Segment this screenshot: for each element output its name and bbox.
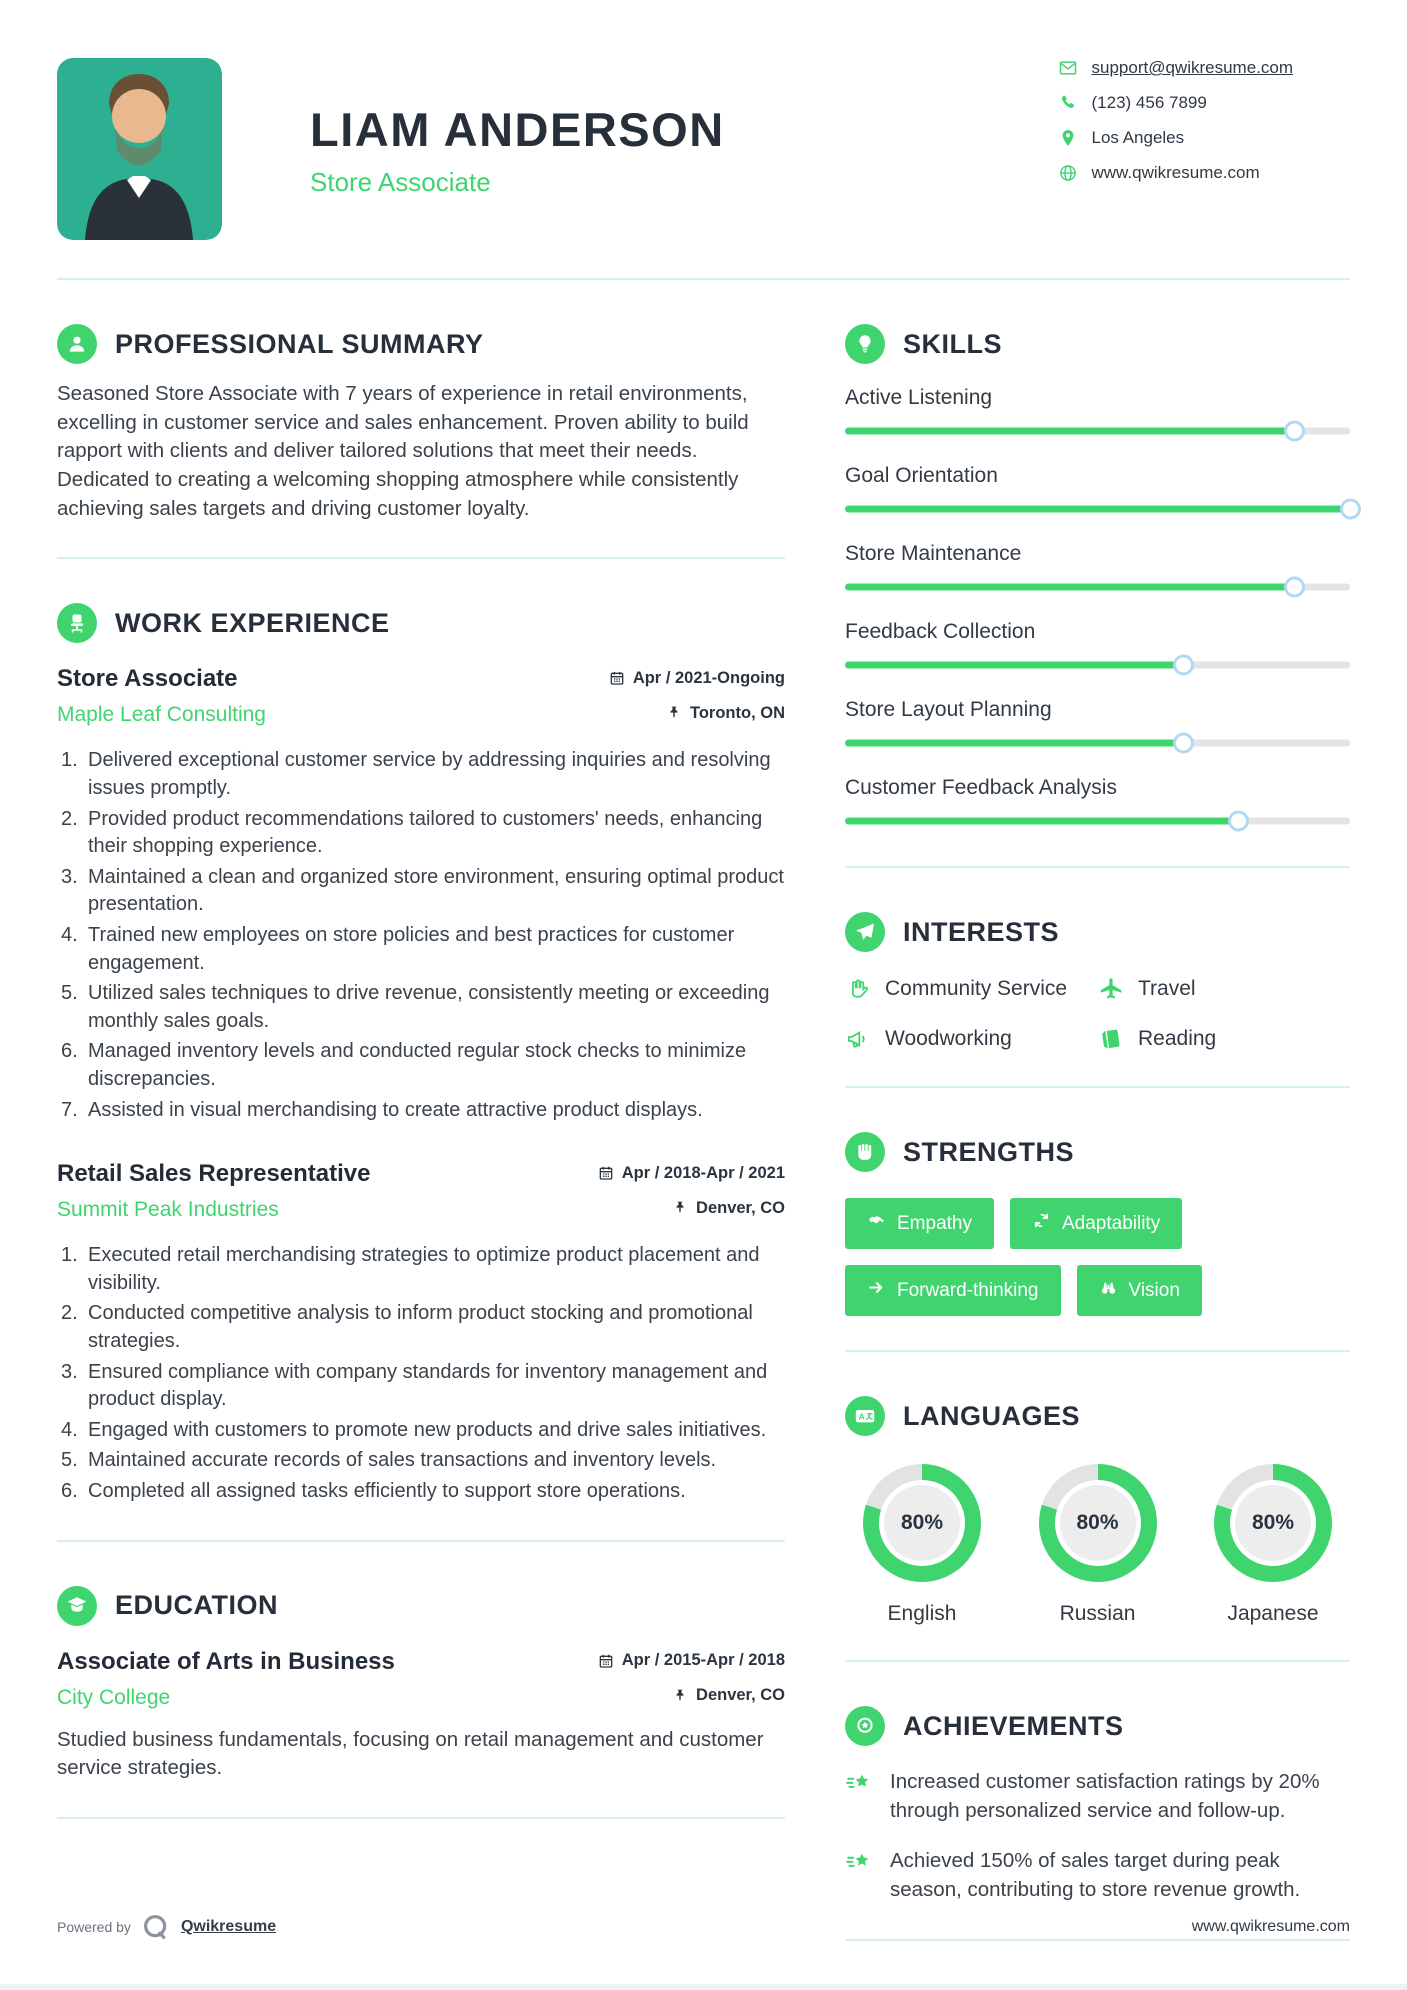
plane-icon: [1098, 976, 1124, 1002]
binoculars-icon: [1099, 1278, 1118, 1303]
skill-slider[interactable]: [845, 810, 1350, 832]
interests-divider: [845, 1086, 1350, 1088]
left-column: [57, 280, 785, 1819]
person-name: LIAM ANDERSON: [310, 103, 725, 156]
job-company-row: [57, 1188, 785, 1222]
work-divider: [57, 1540, 785, 1542]
contact-location: [1058, 128, 1294, 148]
job-location-text: Denver, CO: [696, 1198, 785, 1217]
language-item: [1023, 1464, 1173, 1626]
education-text: Studied business fundamentals, focusing on retail management and customer service strategies.: [57, 1727, 764, 1780]
job-entry: [57, 1160, 785, 1505]
qwikresume-logo-icon: [141, 1912, 171, 1942]
interests-heading: INTERESTS: [903, 916, 1060, 947]
profile-photo: [57, 58, 222, 240]
job-dates-text: Apr / 2021-Ongoing: [632, 668, 785, 687]
office-chair-icon: [57, 603, 97, 643]
job-dates: [598, 1164, 785, 1183]
job-location-text: Toronto, ON: [689, 703, 785, 722]
strengths-section-head: [845, 1132, 1350, 1172]
pushpin-icon: [666, 705, 682, 721]
job-bullet: Utilized sales techniques to drive revenue, consistently meeting or exceeding monthly sales goals.: [88, 982, 770, 1032]
pushpin-icon: [672, 1200, 688, 1216]
right-column: [845, 280, 1350, 1941]
achievement-text: Increased customer satisfaction ratings by 20% through personalized service and follow-up.: [890, 1770, 1320, 1822]
education-location-text: Denver, CO: [696, 1686, 785, 1704]
interest-item: [1098, 1026, 1350, 1052]
education-divider: [57, 1817, 785, 1819]
education-section-head: [57, 1586, 785, 1626]
degree-text: Associate of Arts in Business: [57, 1647, 395, 1675]
slider-knob[interactable]: [1284, 577, 1305, 598]
achievement-text: Achieved 150% of sales target during peak season, contributing to store revenue growth.: [890, 1849, 1301, 1902]
slider-knob[interactable]: [1173, 655, 1194, 676]
education-location: [672, 1686, 785, 1705]
contact-list: [1058, 58, 1294, 183]
skill-item: [845, 464, 1350, 520]
phone-icon: [1058, 93, 1078, 113]
lightbulb-icon: [845, 324, 885, 364]
interest-label: Community Service: [885, 977, 1068, 1000]
job-bullet: Managed inventory levels and conducted regular stock checks to minimize discrepancies.: [88, 1040, 747, 1090]
contact-email[interactable]: [1058, 58, 1294, 78]
person-icon: [57, 324, 97, 364]
strength-chip-vision[interactable]: [1077, 1265, 1202, 1316]
language-label: English: [887, 1602, 957, 1625]
location-icon: [1058, 128, 1078, 148]
job-location: [666, 704, 785, 723]
language-donut: [863, 1464, 981, 1582]
refresh-icon: [1032, 1211, 1051, 1236]
education-heading: EDUCATION: [115, 1590, 278, 1620]
language-percent: 80%: [1235, 1485, 1311, 1561]
job-bullet: Engaged with customers to promote new products and drive sales initiatives.: [88, 1418, 767, 1441]
book-icon: [1098, 1026, 1124, 1052]
skill-item: [845, 620, 1350, 676]
contact-website-text: www.qwikresume.com: [1091, 163, 1260, 182]
summary-heading: PROFESSIONAL SUMMARY: [115, 328, 484, 359]
job-bullet-list: [57, 1242, 785, 1505]
skills-heading: SKILLS: [903, 328, 1003, 359]
job-bullet: Trained new employees on store policies and best practices for customer engagement.: [88, 924, 735, 974]
strength-label: Vision: [1128, 1279, 1180, 1301]
language-item: [847, 1464, 997, 1626]
job-dates-text: Apr / 2018-Apr / 2021: [621, 1163, 785, 1182]
job-company-row: [57, 693, 785, 727]
shooting-star-icon: [845, 1849, 873, 1877]
interest-label: Travel: [1138, 977, 1196, 1000]
skill-item: [845, 698, 1350, 754]
skill-label: Customer Feedback Analysis: [845, 776, 1117, 799]
skill-item: [845, 386, 1350, 442]
language-donut: [1039, 1464, 1157, 1582]
hand-icon: [845, 976, 871, 1002]
strengths-divider: [845, 1350, 1350, 1352]
skill-label: Feedback Collection: [845, 620, 1036, 643]
interest-label: Woodworking: [885, 1027, 1012, 1050]
achievements-heading: ACHIEVEMENTS: [903, 1710, 1124, 1741]
skill-label: Store Layout Planning: [845, 698, 1052, 721]
achievement-item: [845, 1847, 1350, 1904]
interest-item: [845, 976, 1098, 1002]
job-bullet: Assisted in visual merchandising to create attractive product displays.: [88, 1098, 703, 1121]
identity: [310, 102, 725, 198]
strength-label: Adaptability: [1061, 1212, 1161, 1234]
slider-knob[interactable]: [1284, 421, 1305, 442]
header: [57, 0, 1350, 240]
languages-section-head: [845, 1396, 1350, 1436]
skill-slider[interactable]: [845, 654, 1350, 676]
job-dates: [609, 669, 785, 688]
slider-knob[interactable]: [1228, 811, 1249, 832]
strengths-heading: STRENGTHS: [903, 1136, 1075, 1167]
powered-by: [57, 1912, 276, 1942]
job-bullet: Completed all assigned tasks efficiently to support store operations.: [88, 1479, 686, 1502]
job-title-text: Store Associate: [57, 665, 238, 693]
skill-slider[interactable]: [845, 420, 1350, 442]
interest-item: [1098, 976, 1350, 1002]
translate-icon: [845, 1396, 885, 1436]
skill-label: Goal Orientation: [845, 464, 998, 487]
calendar-icon: [598, 1165, 614, 1181]
job-title-row: [57, 1160, 785, 1188]
calendar-icon: [598, 1653, 614, 1669]
arrow-right-icon: [867, 1278, 886, 1303]
company-name: Summit Peak Industries: [57, 1198, 279, 1222]
svg-text:A: A: [858, 1411, 865, 1422]
strength-chip-adaptability[interactable]: [1010, 1198, 1182, 1249]
education-dates: [598, 1651, 785, 1670]
interest-item: [845, 1026, 1098, 1052]
language-percent: 80%: [884, 1485, 960, 1561]
slider-knob[interactable]: [1173, 733, 1194, 754]
language-label: Russian: [1059, 1602, 1136, 1625]
qwikresume-link[interactable]: Qwikresume: [180, 1918, 277, 1935]
work-section-head: [57, 603, 785, 643]
summary-section-head: [57, 324, 785, 364]
fist-icon: [845, 1132, 885, 1172]
skill-item: [845, 776, 1350, 832]
job-bullet: Executed retail merchandising strategies to optimize product placement and visibility.: [88, 1244, 760, 1294]
shooting-star-icon: [845, 1770, 873, 1798]
skills-section-head: [845, 324, 1350, 364]
school-name: City College: [57, 1685, 171, 1709]
skills-divider: [845, 866, 1350, 868]
company-name: Maple Leaf Consulting: [57, 703, 266, 727]
strength-label: Forward-thinking: [897, 1279, 1039, 1301]
paper-plane-icon: [845, 912, 885, 952]
degree-row: [57, 1648, 785, 1676]
contact-location-text: Los Angeles: [1091, 128, 1185, 147]
slider-knob[interactable]: [1340, 499, 1361, 520]
achievements-section-head: [845, 1706, 1350, 1746]
school-row: [57, 1676, 785, 1710]
graduate-icon: [57, 1586, 97, 1626]
footer-website: www.qwikresume.com: [1191, 1918, 1350, 1935]
interest-label: Reading: [1138, 1027, 1217, 1050]
interests-section-head: [845, 912, 1350, 952]
medal-icon: [845, 1706, 885, 1746]
contact-website[interactable]: [1058, 163, 1294, 183]
website-icon: [1058, 163, 1078, 183]
achievement-item: [845, 1768, 1350, 1825]
languages-divider: [845, 1660, 1350, 1662]
skill-label: Store Maintenance: [845, 542, 1022, 565]
job-bullet: Maintained accurate records of sales transactions and inventory levels.: [88, 1449, 717, 1472]
skill-label: Active Listening: [845, 386, 993, 409]
skill-slider[interactable]: [845, 732, 1350, 754]
main-columns: [57, 280, 1350, 1941]
job-bullet-list: [57, 747, 785, 1124]
language-donut: [1214, 1464, 1332, 1582]
summary-divider: [57, 557, 785, 559]
job-bullet: Delivered exceptional customer service by addressing inquiries and resolving issues promptly.: [88, 749, 771, 800]
languages-list: [845, 1464, 1350, 1626]
work-heading: WORK EXPERIENCE: [115, 607, 390, 638]
contact-email-text: support@qwikresume.com: [1091, 58, 1293, 77]
summary-text: Seasoned Store Associate with 7 years of experience in retail environments, excelling in customer service and sales enhancement. Proven ability to build rapport with clients and deliver tailored solutions that meet their needs. Dedicated to creating a welcoming shopping atmosphere while consistently achieving sales targets and driving customer loyalty.: [57, 382, 749, 520]
powered-by-label: Powered by: [57, 1919, 131, 1935]
contact-phone-text: (123) 456 7899: [1091, 93, 1207, 112]
language-label: Japanese: [1227, 1602, 1319, 1625]
job-location: [672, 1199, 785, 1218]
job-bullet: Ensured compliance with company standards for inventory management and product display.: [88, 1360, 768, 1411]
language-percent: 80%: [1060, 1485, 1136, 1561]
email-icon: [1058, 58, 1078, 78]
language-item: [1198, 1464, 1348, 1626]
languages-heading: LANGUAGES: [903, 1400, 1081, 1431]
skill-slider[interactable]: [845, 498, 1350, 520]
page-bottom-strip: [0, 1984, 1407, 1990]
interests-list: [845, 976, 1350, 1052]
handshake-icon: [867, 1211, 886, 1236]
skill-slider[interactable]: [845, 576, 1350, 598]
job-bullet: Provided product recommendations tailored to customers' needs, enhancing their shopping experience.: [88, 807, 763, 858]
contact-phone: [1058, 93, 1294, 113]
footer: [57, 1912, 1350, 1942]
job-title: Store Associate: [310, 167, 491, 197]
strength-chip-forward-thinking[interactable]: [845, 1265, 1061, 1316]
education-dates-text: Apr / 2015-Apr / 2018: [621, 1651, 785, 1669]
strength-chip-empathy[interactable]: [845, 1198, 994, 1249]
profile-photo-illustration: [57, 58, 222, 240]
job-entry: [57, 665, 785, 1124]
job-title-text: Retail Sales Representative: [57, 1160, 371, 1188]
strength-label: Empathy: [897, 1212, 972, 1234]
pushpin-icon: [672, 1688, 688, 1704]
education-entry: [57, 1648, 785, 1783]
megaphone-icon: [845, 1026, 871, 1052]
skill-item: [845, 542, 1350, 598]
job-bullet: Conducted competitive analysis to inform product stocking and promotional strategies.: [88, 1302, 753, 1352]
job-title-row: [57, 665, 785, 693]
strengths-list: [845, 1198, 1350, 1316]
job-bullet: Maintained a clean and organized store environment, ensuring optimal product presentation.: [88, 865, 784, 916]
calendar-icon: [609, 670, 625, 686]
